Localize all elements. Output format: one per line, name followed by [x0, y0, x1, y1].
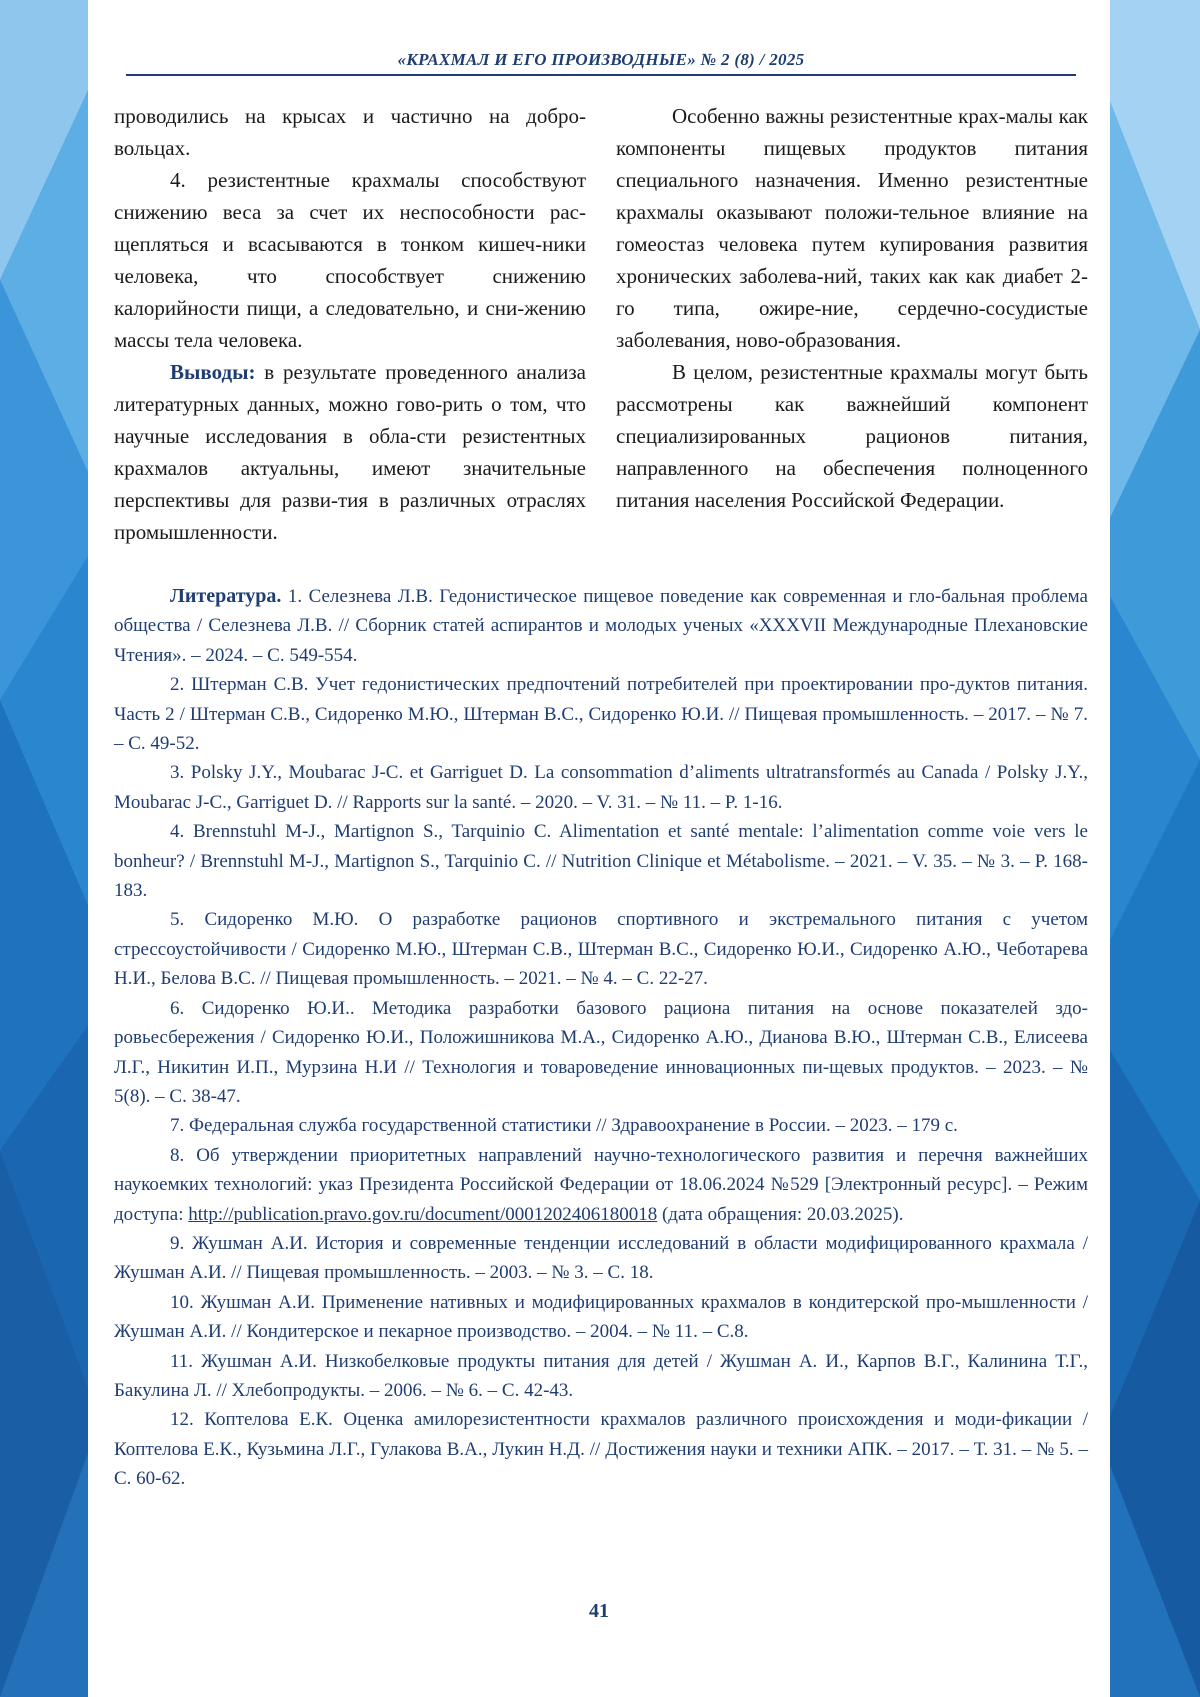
references-heading: Литература.: [170, 585, 281, 607]
page-sheet: [88, 0, 1110, 1697]
right-column: [616, 100, 1088, 516]
header-rule: [126, 74, 1076, 76]
reference-item: 9. Жушман А.И. История и современные тенденции исследований в области модифицированного крахмала / Жушман А.И. // Пищевая промышленность. – 2003. – № 3. – С. 18.: [114, 1229, 1088, 1288]
reference-item: 10. Жушман А.И. Применение нативных и модифицированных крахмалов в кондитерской про-мышленности / Жушман А.И. // Кондитерское и пекарное производство. – 2004. – № 11. – С.8.: [114, 1288, 1088, 1347]
left-paragraph-continuation: проводились на крысах и частично на добро-вольцах.: [114, 100, 586, 164]
conclusions-paragraph: [114, 356, 586, 548]
reference-8-text: 8. Об утверждении приоритетных направлений научно-технологического развития и перечня важнейших наукоемких технологий: указ Президента Российской Федерации от 18.06.2024 №529 [Электронный ресурс]. – Режим доступа:: [114, 1145, 1088, 1225]
reference-item: 5. Сидоренко М.Ю. О разработке рационов спортивного и экстремального питания с учетом стрессоустойчивости / Сидоренко М.Ю., Штерман С.В., Штерман В.С., Сидоренко Ю.И., Сидоренко А.Ю., Чеботарева Н.И., Белова В.С. // Пищевая промышленность. – 2021. – № 4. – С. 22-27.: [114, 905, 1088, 993]
reference-item: 4. Brennstuhl M-J., Martignon S., Tarquinio C. Alimentation et santé mentale: l’alimentation comme voie vers le bonheur? / Brennstuhl M-J., Martignon S., Tarquinio C. // Nutrition Clinique et Métabolisme. – 2021. – V. 35. – № 3. – P. 168-183.: [114, 817, 1088, 905]
reference-item: 6. Сидоренко Ю.И.. Методика разработки базового рациона питания на основе показателей здо-ровьесбережения / Сидоренко Ю.И., Положишникова М.А., Сидоренко А.Ю., Дианова В.Ю., Штерман С.В., Елисеева Л.Г., Никитин И.П., Мурзина Н.И // Технология и товароведение инновационных пи-щевых продуктов. – 2023. – № 5(8). – С. 38-47.: [114, 994, 1088, 1112]
reference-1-text: 1. Селезнева Л.В. Гедонистическое пищевое поведение как современная и гло-бальная проблема общества / Селезнева Л.В. // Сборник статей аспирантов и молодых ученых «XXXVII Международные Плехановские Чтения». – 2024. – С. 549-554.: [114, 586, 1088, 666]
left-paragraph-item-4: 4. резистентные крахмалы способствуют снижению веса за счет их неспособности рас-щепляться и всасываются в тонком кишеч-ники человека, что способствует снижению калорийности пищи, а следовательно, и сни-жению массы тела человека.: [114, 164, 586, 356]
reference-item: 7. Федеральная служба государственной статистики // Здравоохранение в России. – 2023. – 179 с.: [114, 1111, 1088, 1140]
references-section: [114, 582, 1088, 1494]
reference-item: [114, 1141, 1088, 1229]
right-paragraph-1: Особенно важны резистентные крах-малы как компоненты пищевых продуктов питания специального назначения. Именно резистентные крахмалы оказывают положи-тельное влияние на гомеостаз человека путем купирования развития хронических заболева-ний, таких как как диабет 2-го типа, ожире-ние, сердечно-сосудистые заболевания, ново-образования.: [616, 100, 1088, 356]
right-paragraph-2: В целом, резистентные крахмалы могут быть рассмотрены как важнейший компонент специализированных рационов питания, направленного на обеспечения полноценного питания населения Российской Федерации.: [616, 356, 1088, 516]
reference-item: [114, 582, 1088, 670]
reference-8-access-date: (дата обращения: 20.03.2025).: [657, 1204, 903, 1225]
page-number: 41: [88, 1600, 1110, 1623]
conclusions-label: Выводы:: [170, 360, 256, 384]
reference-item: 11. Жушман А.И. Низкобелковые продукты питания для детей / Жушман А. И., Карпов В.Г., Калинина Т.Г., Бакулина Л. // Хлебопродукты. – 2006. – № 6. – С. 42-43.: [114, 1347, 1088, 1406]
reference-8-link[interactable]: http://publication.pravo.gov.ru/document/0001202406180018: [188, 1204, 657, 1225]
left-column: [114, 100, 586, 548]
conclusions-text: в результате проведенного анализа литературных данных, можно гово-рить о том, что научные исследования в обла-сти резистентных крахмалов актуальны, имеют значительные перспективы для разви-тия в различных отраслях промышленности.: [114, 360, 586, 544]
reference-item: 2. Штерман С.В. Учет гедонистических предпочтений потребителей при проектировании про-дуктов питания. Часть 2 / Штерман С.В., Сидоренко М.Ю., Штерман В.С., Сидоренко Ю.И. // Пищевая промышленность. – 2017. – № 7. – С. 49-52.: [114, 670, 1088, 758]
reference-item: 12. Коптелова Е.К. Оценка амилорезистентности крахмалов различного происхождения и моди-фикации / Коптелова Е.К., Кузьмина Л.Г., Гулакова В.А., Лукин Н.Д. // Достижения науки и техники АПК. – 2017. – Т. 31. – № 5. – С. 60-62.: [114, 1405, 1088, 1493]
reference-item: 3. Polsky J.Y., Moubarac J-C. et Garriguet D. La consommation d’aliments ultratransformés au Canada / Polsky J.Y., Moubarac J-C., Garriguet D. // Rapports sur la santé. – 2020. – V. 31. – № 11. – P. 1-16.: [114, 758, 1088, 817]
journal-header: «КРАХМАЛ И ЕГО ПРОИЗВОДНЫЕ» № 2 (8) / 2025: [126, 50, 1076, 70]
